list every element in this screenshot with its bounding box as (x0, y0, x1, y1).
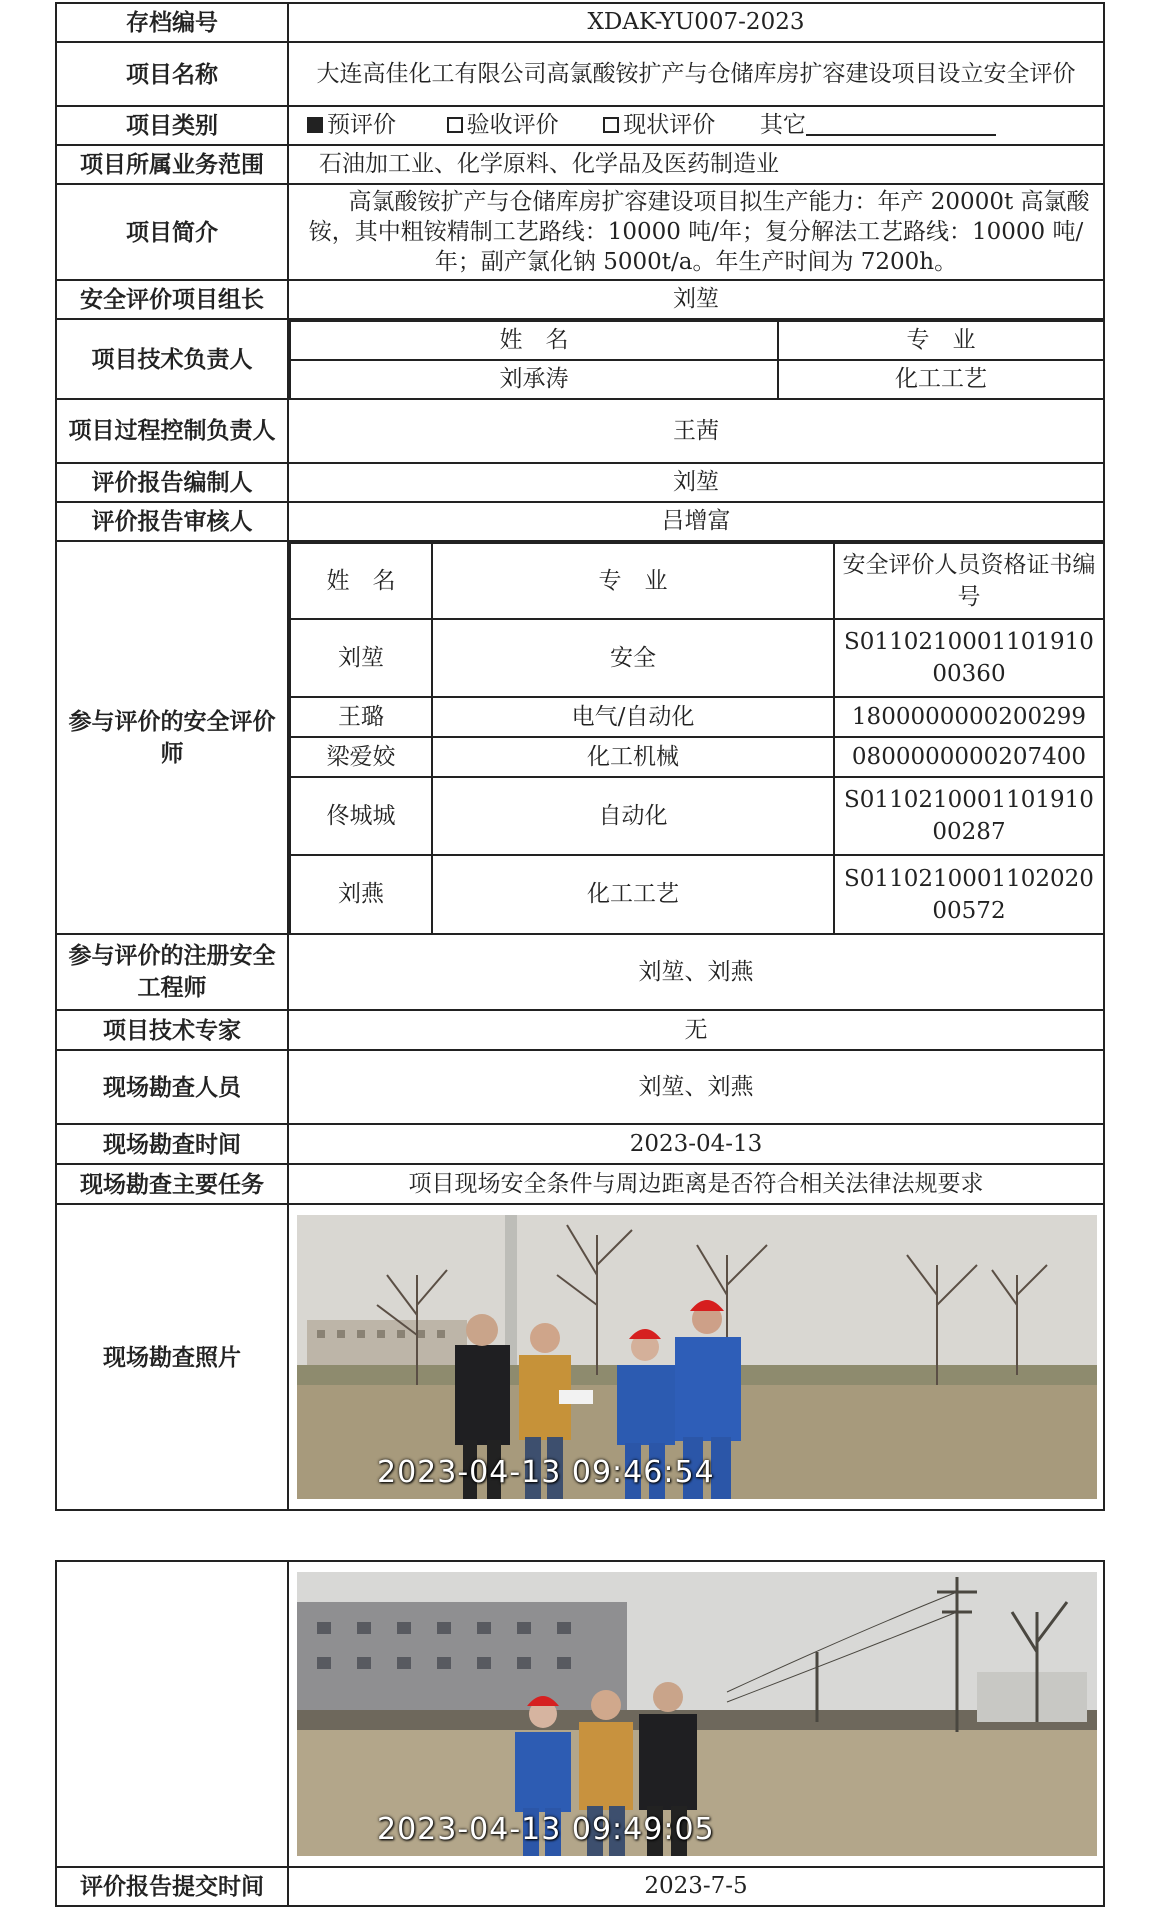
unchecked-box-icon (603, 117, 619, 133)
assessors-col-cert: 安全评价人员资格证书编号 (834, 543, 1103, 619)
assessor-name: 梁爱姣 (290, 737, 432, 777)
report-author-value: 刘堃 (288, 463, 1104, 502)
row-summary (56, 184, 1104, 280)
report-reviewer-label: 评价报告审核人 (56, 502, 288, 541)
assessors-subtable-cell (288, 541, 1104, 934)
tech-expert-label: 项目技术专家 (56, 1010, 288, 1050)
survey-task-value: 项目现场安全条件与周边距离是否符合相关法律法规要求 (288, 1164, 1104, 1204)
assessor-row (290, 697, 1103, 737)
project-name-label: 项目名称 (56, 42, 288, 106)
survey-photo-cell (288, 1204, 1104, 1510)
assessor-major: 化工机械 (432, 737, 834, 777)
record-table-main (55, 2, 1105, 1511)
assessors-col-name: 姓 名 (290, 543, 432, 619)
survey-photo-2-cell (288, 1561, 1104, 1867)
assessor-row (290, 737, 1103, 777)
tech-lead-subtable-cell (288, 319, 1104, 399)
row-assessors (56, 541, 1104, 934)
archive-no-value: XDAK-YU007-2023 (288, 3, 1104, 42)
tech-lead-name: 刘承涛 (290, 360, 778, 398)
row-team-leader (56, 280, 1104, 319)
type-option-other: 其它 (759, 112, 806, 138)
summary-value: 高氯酸铵扩产与仓储库房扩容建设项目拟生产能力：年产 20000t 高氯酸铵，其中粗铵精制工艺路线：10000 吨/年；复分解法工艺路线：10000 吨/年；副产氯化钠 5000t/a。年生产时间为 7200h。 (288, 184, 1104, 280)
submit-time-value: 2023-7-5 (288, 1867, 1104, 1906)
assessor-row (290, 855, 1103, 933)
assessor-cert: 0800000000207400 (834, 737, 1103, 777)
row-report-author (56, 463, 1104, 502)
row-report-reviewer (56, 502, 1104, 541)
team-leader-value: 刘堃 (288, 280, 1104, 319)
assessor-major: 自动化 (432, 777, 834, 855)
row-tech-expert (56, 1010, 1104, 1050)
row-business-scope (56, 145, 1104, 184)
assessors-label: 参与评价的安全评价师 (56, 541, 288, 934)
assessor-name: 佟城城 (290, 777, 432, 855)
assessor-cert: 1800000000200299 (834, 697, 1103, 737)
assessor-name: 王璐 (290, 697, 432, 737)
row-survey-photo-2 (56, 1561, 1104, 1867)
type-option-current: 现状评价 (603, 112, 715, 138)
submit-time-label: 评价报告提交时间 (56, 1867, 288, 1906)
row-archive-no (56, 3, 1104, 42)
assessor-cert: S011021000110191000360 (834, 619, 1103, 697)
photo-2-timestamp: 2023-04-13 09:49:05 (377, 1812, 715, 1847)
report-reviewer-value: 吕增富 (288, 502, 1104, 541)
tech-lead-major: 化工工艺 (778, 360, 1103, 398)
assessor-name: 刘堃 (290, 619, 432, 697)
assessor-major: 电气/自动化 (432, 697, 834, 737)
row-project-type (56, 106, 1104, 145)
assessor-cert: S011021000110202000572 (834, 855, 1103, 933)
tech-lead-subtable (289, 320, 1103, 398)
assessor-major: 安全 (432, 619, 834, 697)
reg-engineers-label: 参与评价的注册安全工程师 (56, 934, 288, 1010)
assessor-row (290, 777, 1103, 855)
row-process-lead (56, 399, 1104, 463)
tech-lead-label: 项目技术负责人 (56, 319, 288, 399)
assessor-cert: S011021000110191000287 (834, 777, 1103, 855)
row-survey-staff (56, 1050, 1104, 1124)
checked-box-icon (307, 117, 323, 133)
assessor-major: 化工工艺 (432, 855, 834, 933)
team-leader-label: 安全评价项目组长 (56, 280, 288, 319)
assessor-row (290, 619, 1103, 697)
row-submit-time (56, 1867, 1104, 1906)
type-option-acceptance: 验收评价 (447, 112, 559, 138)
survey-staff-value: 刘堃、刘燕 (288, 1050, 1104, 1124)
site-photo-2 (297, 1572, 1097, 1856)
business-scope-label: 项目所属业务范围 (56, 145, 288, 184)
site-photo-1 (297, 1215, 1097, 1499)
survey-task-label: 现场勘查主要任务 (56, 1164, 288, 1204)
project-name-value: 大连高佳化工有限公司高氯酸铵扩产与仓储库房扩容建设项目设立安全评价 (288, 42, 1104, 106)
process-lead-label: 项目过程控制负责人 (56, 399, 288, 463)
assessors-subtable (289, 542, 1103, 933)
tech-lead-col-name: 姓 名 (290, 321, 778, 360)
row-reg-engineers (56, 934, 1104, 1010)
photo-1-timestamp: 2023-04-13 09:46:54 (377, 1455, 715, 1490)
record-table-continued (55, 1560, 1105, 1907)
row-survey-time (56, 1124, 1104, 1164)
assessor-name: 刘燕 (290, 855, 432, 933)
process-lead-value: 王茜 (288, 399, 1104, 463)
project-type-label: 项目类别 (56, 106, 288, 145)
survey-staff-label: 现场勘查人员 (56, 1050, 288, 1124)
business-scope-value: 石油加工业、化学原料、化学品及医药制造业 (288, 145, 1104, 184)
survey-time-value: 2023-04-13 (288, 1124, 1104, 1164)
row-project-name (56, 42, 1104, 106)
archive-no-label: 存档编号 (56, 3, 288, 42)
assessors-col-major: 专 业 (432, 543, 834, 619)
type-option-pre: 预评价 (307, 112, 396, 138)
survey-time-label: 现场勘查时间 (56, 1124, 288, 1164)
other-blank-line (806, 110, 996, 136)
row-tech-lead (56, 319, 1104, 399)
row-survey-task (56, 1164, 1104, 1204)
row-survey-photo-1 (56, 1204, 1104, 1510)
tech-lead-col-major: 专 业 (778, 321, 1103, 360)
report-author-label: 评价报告编制人 (56, 463, 288, 502)
tech-expert-value: 无 (288, 1010, 1104, 1050)
unchecked-box-icon (447, 117, 463, 133)
survey-photo-2-label-cell (56, 1561, 288, 1867)
summary-label: 项目简介 (56, 184, 288, 280)
survey-photo-label: 现场勘查照片 (56, 1204, 288, 1510)
project-type-options (288, 106, 1104, 145)
reg-engineers-value: 刘堃、刘燕 (288, 934, 1104, 1010)
